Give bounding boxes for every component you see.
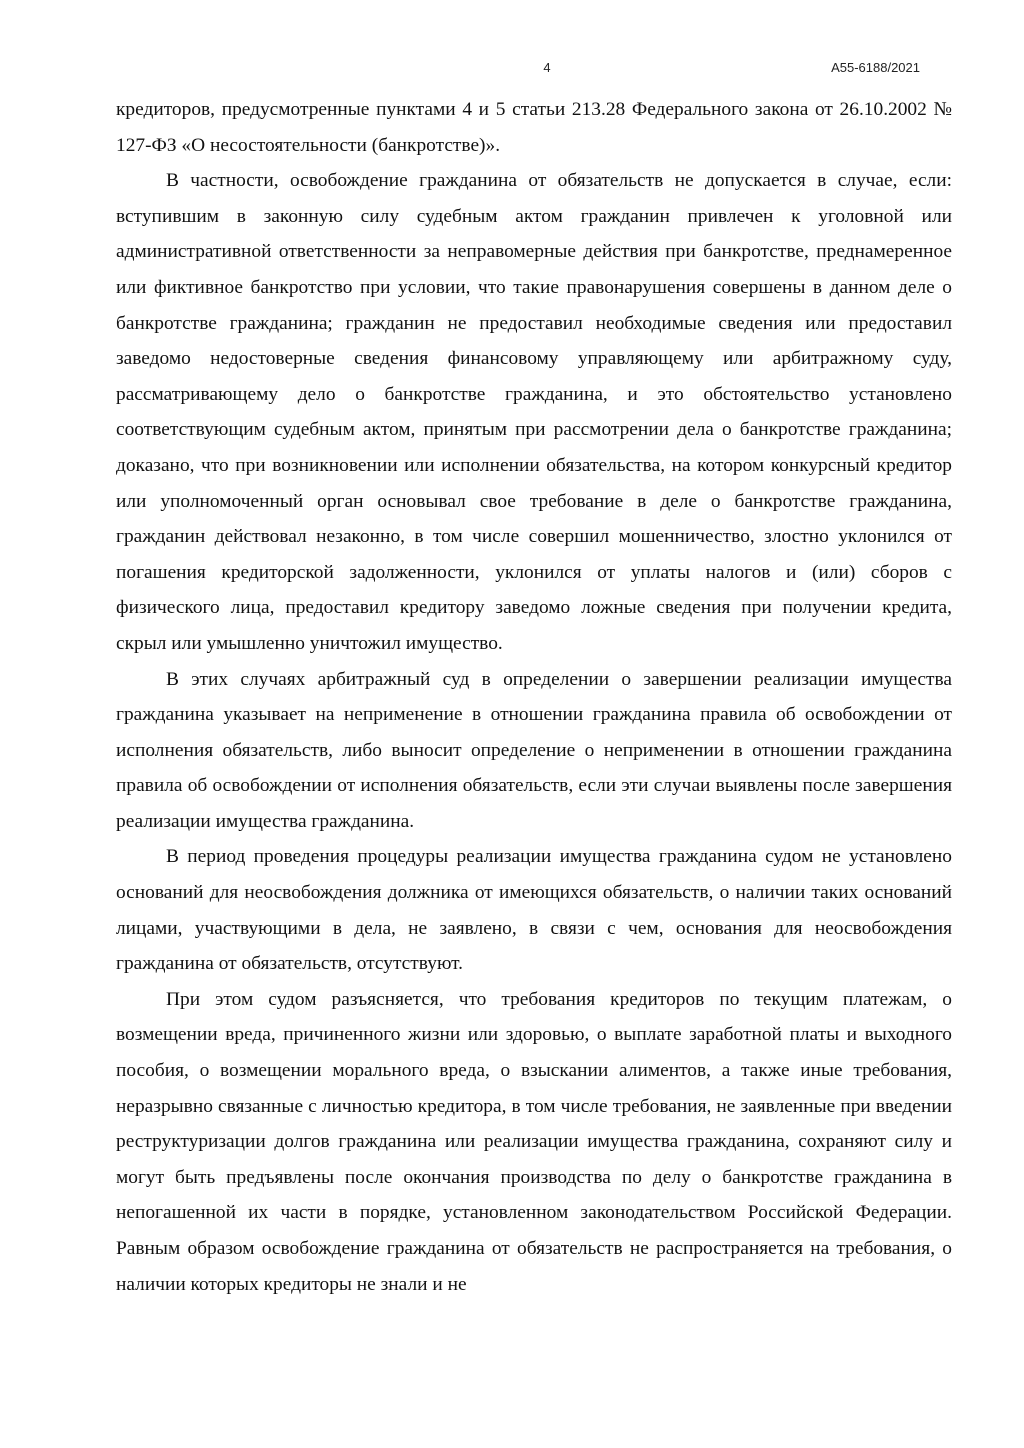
document-body [116, 92, 952, 1302]
paragraph-court-determination: В этих случаях арбитражный суд в определении о завершении реализации имущества гражданина указывает на неприменение в отношении гражданина правила об освобождении от исполнения обязательств, либо выносит определение о неприменении в отношении гражданина правила об освобождении от исполнения обязательств, если эти случаи выявлены после завершения реализации имущества гражданина. [116, 668, 952, 832]
paragraph-clarification: При этом судом разъясняется, что требования кредиторов по текущим платежам, о возмещении вреда, причиненного жизни или здоровью, о выплате заработной платы и выходного пособия, о возмещении морального вреда, о взыскании алиментов, а также иные требования, неразрывно связанные с личностью кредитора, в том числе требования, не заявленные при введении реструктуризации долгов гражданина или реализации имущества гражданина, сохраняют силу и могут быть предъявлены после окончания производства по делу о банкротстве гражданина в непогашенной их части в порядке, установленном законодательством Российской Федерации. Равным образом освобождение гражданина от обязательств не распространяется на требования, о наличии которых кредиторы не знали и не [116, 988, 952, 1295]
paragraph-continuation: кредиторов, предусмотренные пунктами 4 и 5 статьи 213.28 Федерального закона от 26.10.2002 № 127-ФЗ «О несостоятельности (банкротстве)». [116, 99, 952, 156]
case-number: А55-6188/2021 [831, 60, 920, 75]
page-number: 4 [543, 60, 551, 75]
paragraph-exceptions: В частности, освобождение гражданина от обязательств не допускается в случае, если: вступившим в законную силу судебным актом гражданин привлечен к уголовной или административной ответственности за неправомерные действия при банкротстве, преднамеренное или фиктивное банкротство при условии, что такие правонарушения совершены в данном деле о банкротстве гражданина; гражданин не предоставил необходимые сведения или предоставил заведомо недостоверные сведения финансовому управляющему или арбитражному суду, рассматривающему дело о банкротстве гражданина, и это обстоятельство установлено соответствующим судебным актом, принятым при рассмотрении дела о банкротстве гражданина; доказано, что при возникновении или исполнении обязательства, на котором конкурсный кредитор или уполномоченный орган основывал свое требование в деле о банкротстве гражданина, гражданин действовал незаконно, в том числе совершил мошенничество, злостно уклонился от погашения кредиторской задолженности, уклонился от уплаты налогов и (или) сборов с физического лица, предоставил кредитору заведомо ложные сведения при получении кредита, скрыл или умышленно уничтожил имущество. [116, 170, 952, 654]
paragraph-no-grounds: В период проведения процедуры реализации имущества гражданина судом не установлено оснований для неосвобождения должника от имеющихся обязательств, о наличии таких оснований лицами, участвующими в дела, не заявлено, в связи с чем, основания для неосвобождения гражданина от обязательств, отсутствуют. [116, 846, 952, 975]
